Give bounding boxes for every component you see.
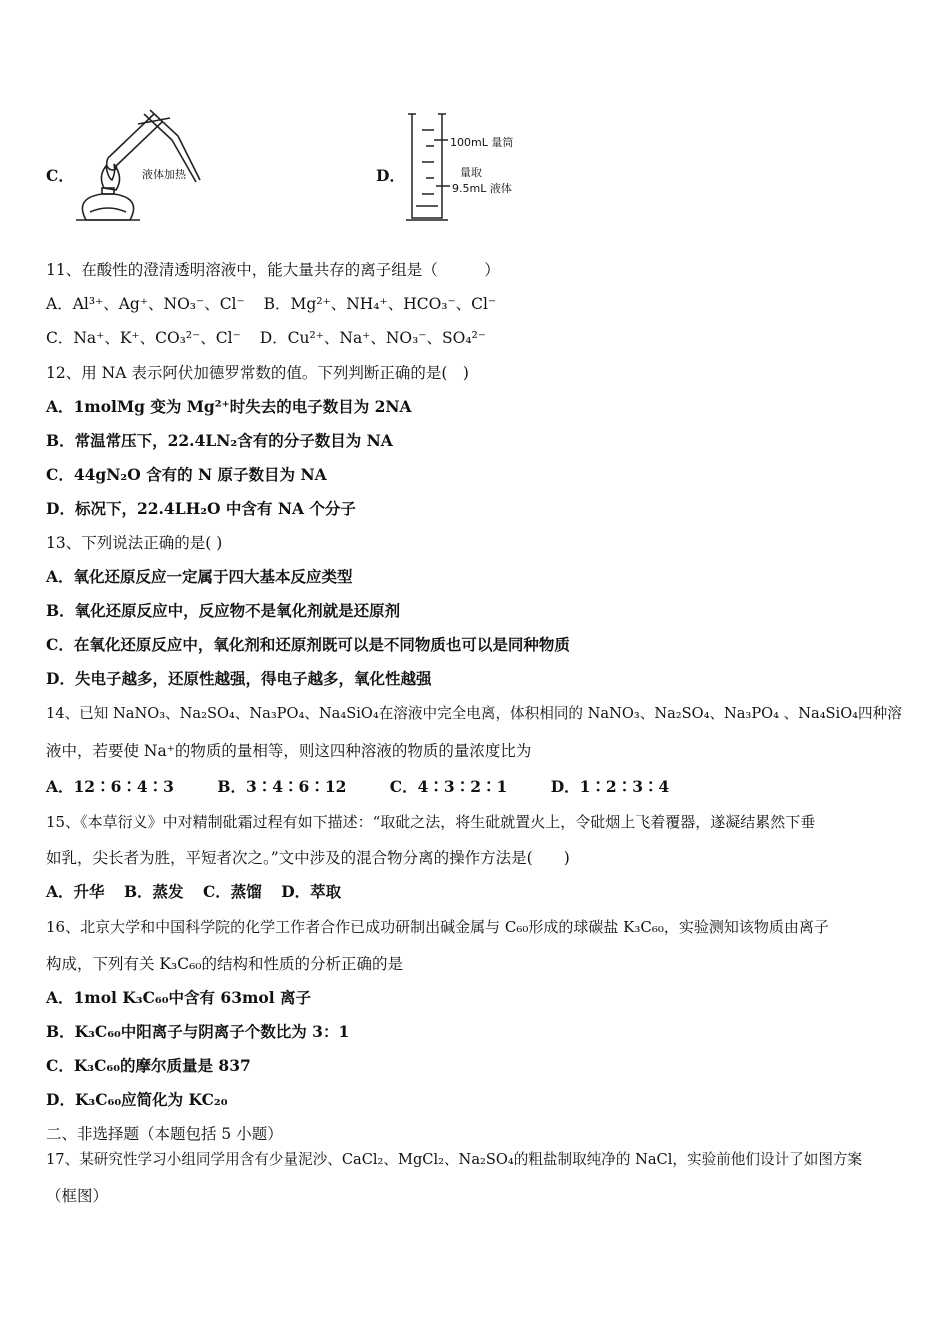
figure-d-label: D． <box>376 166 405 185</box>
q12-option-c: C．44gN₂O 含有的 N 原子数目为 NA <box>46 465 327 484</box>
figure-c <box>46 100 216 235</box>
figure-c-caption: 液体加热 <box>142 168 186 181</box>
q16-option-a: A．1mol K₃C₆₀中含有 63mol 离子 <box>46 988 311 1007</box>
q14-option-c: C．4∶3∶2∶1 <box>389 777 508 796</box>
q16-option-c: C．K₃C₆₀的摩尔质量是 837 <box>46 1056 251 1075</box>
figure-d-caption-3: 9.5mL 液体 <box>452 182 512 195</box>
q14-options <box>46 776 669 798</box>
section-2-title: 二、非选择题（本题包括 5 小题） <box>46 1125 283 1143</box>
q12-option-b: B．常温常压下，22.4LN₂含有的分子数目为 NA <box>46 431 393 450</box>
q16-stem-line-2: 构成，下列有关 K₃C₆₀的结构和性质的分析正确的是 <box>46 955 404 973</box>
q15-options <box>46 881 341 903</box>
q14-option-a: A．12∶6∶4∶3 <box>46 777 174 796</box>
figure-d-caption-1: 100mL 量筒 <box>450 136 514 149</box>
figure-c-label: C． <box>46 166 74 185</box>
q11-stem: 11、在酸性的澄清透明溶液中，能大量共存的离子组是（ ） <box>46 261 500 279</box>
q13-option-c: C．在氧化还原反应中，氧化剂和还原剂既可以是不同物质也可以是同种物质 <box>46 635 570 654</box>
q14-stem-line-2: 液中，若要使 Na⁺的物质的量相等，则这四种溶液的物质的量浓度比为 <box>46 742 532 760</box>
q16-option-b: B．K₃C₆₀中阳离子与阴离子个数比为 3：1 <box>46 1022 350 1041</box>
q16-stem-line-1: 16、北京大学和中国科学院的化学工作者合作已成功研制出碱金属与 C₆₀形成的球碳盐 K₃C₆₀，实验测知该物质由离子 <box>46 918 829 936</box>
q17-stem-line-2: （框图） <box>46 1187 109 1205</box>
q13-option-d: D．失电子越多，还原性越强，得电子越多，氧化性越强 <box>46 669 432 688</box>
q15-stem-line-1: 15、《本草衍义》中对精制砒霜过程有如下描述：“取砒之法，将生砒就置火上，令砒烟上飞着覆器，遂凝结累然下垂 <box>46 813 816 831</box>
q15-option-b: B．蒸发 <box>123 882 184 901</box>
alcohol-lamp-heating-illustration <box>46 100 216 235</box>
q13-stem: 13、下列说法正确的是( ) <box>46 534 223 552</box>
q17-stem-line-1: 17、某研究性学习小组同学用含有少量泥沙、CaCl₂、MgCl₂、Na₂SO₄的粗盐制取纯净的 NaCl，实验前他们设计了如图方案 <box>46 1151 863 1168</box>
q16-option-d: D．K₃C₆₀应简化为 KC₂₀ <box>46 1090 228 1109</box>
q15-option-c: C．蒸馏 <box>202 882 262 901</box>
q11-option-a: A．Al³⁺、Ag⁺、NO₃⁻、Cl⁻ <box>46 295 245 313</box>
figure-d <box>376 110 546 228</box>
q13-option-b: B．氧化还原反应中，反应物不是氧化剂就是还原剂 <box>46 601 401 620</box>
q15-option-d: D．萃取 <box>281 882 342 901</box>
q14-stem-line-1: 14、已知 NaNO₃、Na₂SO₄、Na₃PO₄、Na₄SiO₄在溶液中完全电离，体积相同的 NaNO₃、Na₂SO₄、Na₃PO₄ 、Na₄SiO₄四种溶 <box>46 705 902 722</box>
q14-option-d: D．1∶2∶3∶4 <box>550 777 670 796</box>
q12-option-d: D．标况下，22.4LH₂O 中含有 NA 个分子 <box>46 499 356 518</box>
q12-stem: 12、用 NA 表示阿伏加德罗常数的值。下列判断正确的是( ) <box>46 364 469 382</box>
q11-option-d: D．Cu²⁺、Na⁺、NO₃⁻、SO₄²⁻ <box>259 329 486 347</box>
q15-option-a: A．升华 <box>46 882 105 901</box>
figure-d-caption-2: 量取 <box>460 166 482 179</box>
q13-option-a: A．氧化还原反应一定属于四大基本反应类型 <box>46 567 353 586</box>
q11-option-b: B．Mg²⁺、NH₄⁺、HCO₃⁻、Cl⁻ <box>263 295 497 313</box>
q11-options-cd <box>46 327 486 349</box>
q14-option-b: B．3∶4∶6∶12 <box>217 777 347 796</box>
q15-stem-line-2: 如乳，尖长者为胜，平短者次之。”文中涉及的混合物分离的操作方法是( ) <box>46 849 570 867</box>
q11-option-c: C．Na⁺、K⁺、CO₃²⁻、Cl⁻ <box>46 329 241 347</box>
q11-options-ab <box>46 293 496 315</box>
q12-option-a: A．1molMg 变为 Mg²⁺时失去的电子数目为 2NA <box>46 397 412 416</box>
